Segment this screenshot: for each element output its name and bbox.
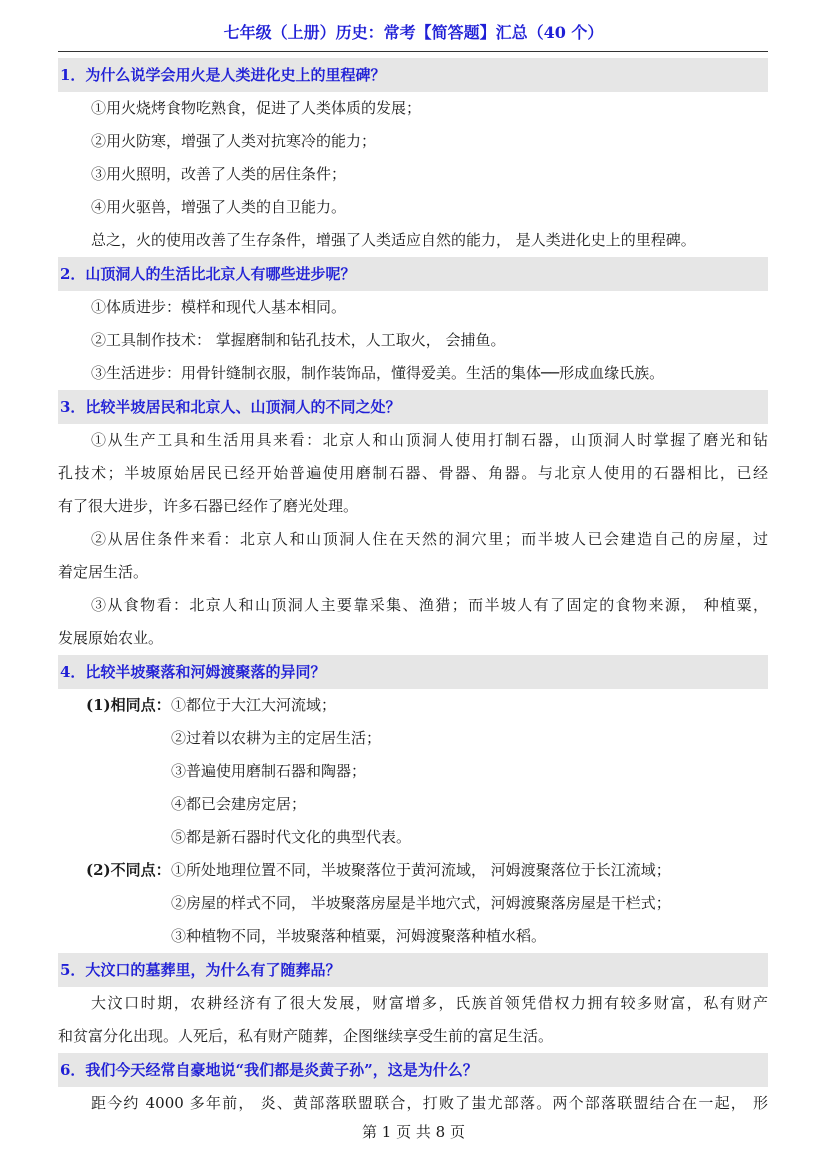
answer-line: 孔技术；半坡原始居民已经开始普遍使用磨制石器、骨器、角器。与北京人使用的石器相比，已经 [58, 464, 768, 482]
answer-line: ③从食物看：北京人和山顶洞人主要靠采集、渔猎；而半坡人有了固定的食物来源， 种植粟， [91, 596, 768, 614]
answer-line [58, 854, 768, 887]
content-area [58, 58, 768, 1120]
answer-line: ③用火照明，改善了人类的居住条件； [91, 165, 347, 183]
title-divider [58, 51, 768, 52]
answer-line: 发展原始农业。 [58, 629, 164, 647]
same-points-label: (1)相同点： [86, 696, 171, 714]
answer-line: ④用火驱兽，增强了人类的自卫能力。 [91, 198, 347, 216]
answer-text: ①所处地理位置不同，半坡聚落位于黄河流域， 河姆渡聚落位于长江流域； [171, 861, 671, 879]
question-4-heading: 4．比较半坡聚落和河姆渡聚落的异同？ [58, 655, 768, 689]
answer-line: ③种植物不同，半坡聚落种植粟，河姆渡聚落种植水稻。 [171, 927, 547, 945]
answer-line: 总之，火的使用改善了生存条件，增强了人类适应自然的能力， 是人类进化史上的里程碑。 [91, 231, 696, 249]
answer-line: ②工具制作技术： 掌握磨制和钻孔技术，人工取火， 会捕鱼。 [91, 331, 506, 349]
answer-line: ⑤都是新石器时代文化的典型代表。 [171, 828, 412, 846]
answer-line [58, 689, 768, 722]
answer-line: ①用火烧烤食物吃熟食，促进了人类体质的发展； [91, 99, 422, 117]
diff-points-label: (2)不同点： [86, 861, 171, 879]
answer-line: ②从居住条件来看：北京人和山顶洞人住在天然的洞穴里；而半坡人已会建造自己的房屋，过 [91, 530, 768, 548]
answer-line: ②过着以农耕为主的定居生活； [171, 729, 382, 747]
answer-line: ①从生产工具和生活用具来看：北京人和山顶洞人使用打制石器，山顶洞人时掌握了磨光和钻 [91, 431, 768, 449]
page-number: 第 1 页 共 8 页 [362, 1123, 465, 1141]
answer-line: 和贫富分化出现。人死后，私有财产随葬，企图继续享受生前的富足生活。 [58, 1027, 554, 1045]
answer-text: ①都位于大江大河流域； [171, 696, 337, 714]
page-title: 七年级（上册）历史：常考【简答题】汇总（40 个） [223, 23, 604, 42]
answer-line: 有了很大进步，许多石器已经作了磨光处理。 [58, 497, 359, 515]
answer-line: 距今约 4000 多年前， 炎、黄部落联盟联合，打败了蚩尤部落。两个部落联盟结合在一起， 形 [91, 1094, 768, 1112]
answer-line: ③普遍使用磨制石器和陶器； [171, 762, 367, 780]
answer-line: ③生活进步：用骨针缝制衣服，制作装饰品，懂得爱美。生活的集体──形成血缘氏族。 [91, 364, 665, 382]
answer-line: ②房屋的样式不同， 半坡聚落房屋是半地穴式，河姆渡聚落房屋是干栏式； [171, 894, 671, 912]
question-2-heading: 2．山顶洞人的生活比北京人有哪些进步呢？ [58, 257, 768, 291]
answer-line: 着定居生活。 [58, 563, 149, 581]
question-6-heading: 6．我们今天经常自豪地说“我们都是炎黄子孙”，这是为什么？ [58, 1053, 768, 1087]
answer-line: ②用火防寒，增强了人类对抗寒冷的能力； [91, 132, 377, 150]
question-5-heading: 5．大汶口的墓葬里，为什么有了随葬品？ [58, 953, 768, 987]
answer-line: ④都已会建房定居； [171, 795, 307, 813]
question-1-heading: 1．为什么说学会用火是人类进化史上的里程碑？ [58, 58, 768, 92]
answer-line: ①体质进步：模样和现代人基本相同。 [91, 298, 347, 316]
answer-line: 大汶口时期，农耕经济有了很大发展，财富增多，氏族首领凭借权力拥有较多财富，私有财产 [91, 994, 768, 1012]
question-3-heading: 3．比较半坡居民和北京人、山顶洞人的不同之处？ [58, 390, 768, 424]
